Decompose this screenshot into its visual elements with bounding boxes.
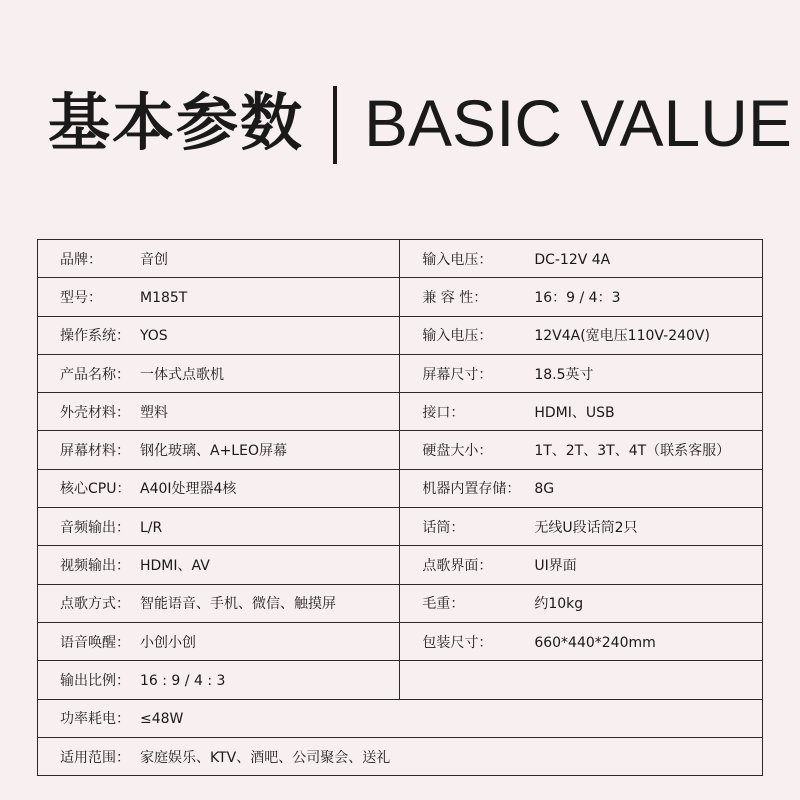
spec-table-body [38, 240, 763, 776]
spec-cell-right [400, 661, 763, 699]
spec-cell-left [38, 508, 400, 546]
spec-key: 兼 容 性： [422, 289, 488, 306]
spec-row [38, 431, 763, 469]
spec-key: 屏幕尺寸： [422, 366, 493, 383]
spec-cell-right [400, 546, 763, 584]
spec-key: 功率耗电： [60, 711, 130, 728]
spec-row [38, 546, 763, 584]
spec-value: YOS [140, 328, 168, 345]
spec-value: ≤48W [140, 711, 184, 728]
spec-cell-right [400, 584, 763, 622]
spec-key: 输入电压： [422, 328, 493, 345]
page-header [0, 78, 800, 168]
spec-row [38, 354, 763, 392]
spec-cell-right [400, 278, 763, 316]
spec-value: 8G [534, 481, 555, 498]
spec-cell-full [38, 699, 763, 737]
spec-cell-right [400, 431, 763, 469]
spec-row [38, 393, 763, 431]
spec-value: 1T、2T、3T、4T（联系客服） [534, 443, 731, 460]
spec-cell-left [38, 316, 400, 354]
spec-row [38, 584, 763, 622]
spec-key: 外壳材料： [60, 404, 130, 421]
spec-cell-left [38, 354, 400, 392]
spec-key: 话筒： [422, 519, 465, 536]
spec-key: 产品名称： [60, 366, 130, 383]
spec-row [38, 316, 763, 354]
spec-cell-right [400, 316, 763, 354]
spec-key: 音频输出： [60, 519, 130, 536]
spec-row-full [38, 699, 763, 737]
spec-key: 包装尺寸： [422, 634, 493, 651]
spec-table [37, 239, 763, 776]
spec-value: 16 : 9 / 4 : 3 [140, 672, 226, 689]
spec-cell-right [400, 508, 763, 546]
spec-value: 塑料 [140, 404, 168, 421]
spec-key: 屏幕材料： [60, 443, 130, 460]
spec-key: 核心CPU： [60, 481, 131, 498]
spec-value: 18.5英寸 [534, 366, 594, 383]
spec-key: 点歌界面： [422, 558, 493, 575]
spec-row [38, 661, 763, 699]
spec-cell-left [38, 393, 400, 431]
spec-key: 机器内置存储： [422, 481, 521, 498]
spec-value: L/R [140, 519, 163, 536]
spec-key: 输入电压： [422, 251, 493, 268]
spec-cell-right [400, 240, 763, 278]
spec-cell-left [38, 546, 400, 584]
spec-value: M185T [140, 289, 188, 306]
spec-row [38, 622, 763, 660]
spec-cell-left [38, 240, 400, 278]
spec-cell-left [38, 622, 400, 660]
spec-key: 语音唤醒： [60, 634, 130, 651]
spec-cell-right [400, 469, 763, 507]
spec-key: 硬盘大小： [422, 443, 493, 460]
spec-value: 无线U段话筒2只 [534, 519, 638, 536]
spec-cell-left [38, 431, 400, 469]
spec-cell-left [38, 584, 400, 622]
spec-cell-right [400, 354, 763, 392]
spec-value: HDMI、USB [534, 404, 615, 421]
spec-cell-left [38, 469, 400, 507]
spec-key: 视频输出： [60, 558, 130, 575]
spec-key: 毛重： [422, 596, 465, 613]
spec-value: UI界面 [534, 558, 577, 575]
spec-cell-left [38, 278, 400, 316]
spec-row [38, 240, 763, 278]
spec-key: 点歌方式： [60, 596, 130, 613]
spec-value: 钢化玻璃、A+LEO屏幕 [140, 443, 287, 460]
spec-value: 音创 [140, 251, 168, 268]
spec-value: 16：9 / 4：3 [534, 289, 621, 306]
spec-row [38, 469, 763, 507]
spec-cell-full [38, 737, 763, 775]
spec-key: 适用范围： [60, 749, 130, 766]
spec-key: 操作系统： [60, 328, 130, 345]
spec-value: 智能语音、手机、微信、触摸屏 [140, 596, 336, 613]
spec-value: 家庭娱乐、KTV、酒吧、公司聚会、送礼 [140, 749, 391, 766]
spec-value: 660*440*240mm [534, 634, 656, 651]
spec-cell-right [400, 393, 763, 431]
spec-key: 接口： [422, 404, 465, 421]
spec-cell-left [38, 661, 400, 699]
spec-row-full [38, 737, 763, 775]
spec-value: A40I处理器4核 [140, 481, 237, 498]
page-title-chinese: 基本参数 [48, 86, 305, 159]
spec-value: 小创小创 [140, 634, 196, 651]
title-divider [333, 86, 337, 164]
spec-row [38, 508, 763, 546]
spec-key: 型号： [60, 289, 102, 306]
spec-value: 12V4A(宽电压110V-240V) [534, 328, 710, 345]
spec-value: DC-12V 4A [534, 251, 611, 268]
spec-cell-right [400, 622, 763, 660]
spec-value: 一体式点歌机 [140, 366, 224, 383]
spec-value: HDMI、AV [140, 558, 210, 575]
spec-key: 输出比例： [60, 672, 130, 689]
spec-key: 品牌： [60, 251, 102, 268]
page-title-english: BASIC VALUE [364, 86, 792, 160]
spec-row [38, 278, 763, 316]
spec-value: 约10kg [534, 596, 584, 613]
